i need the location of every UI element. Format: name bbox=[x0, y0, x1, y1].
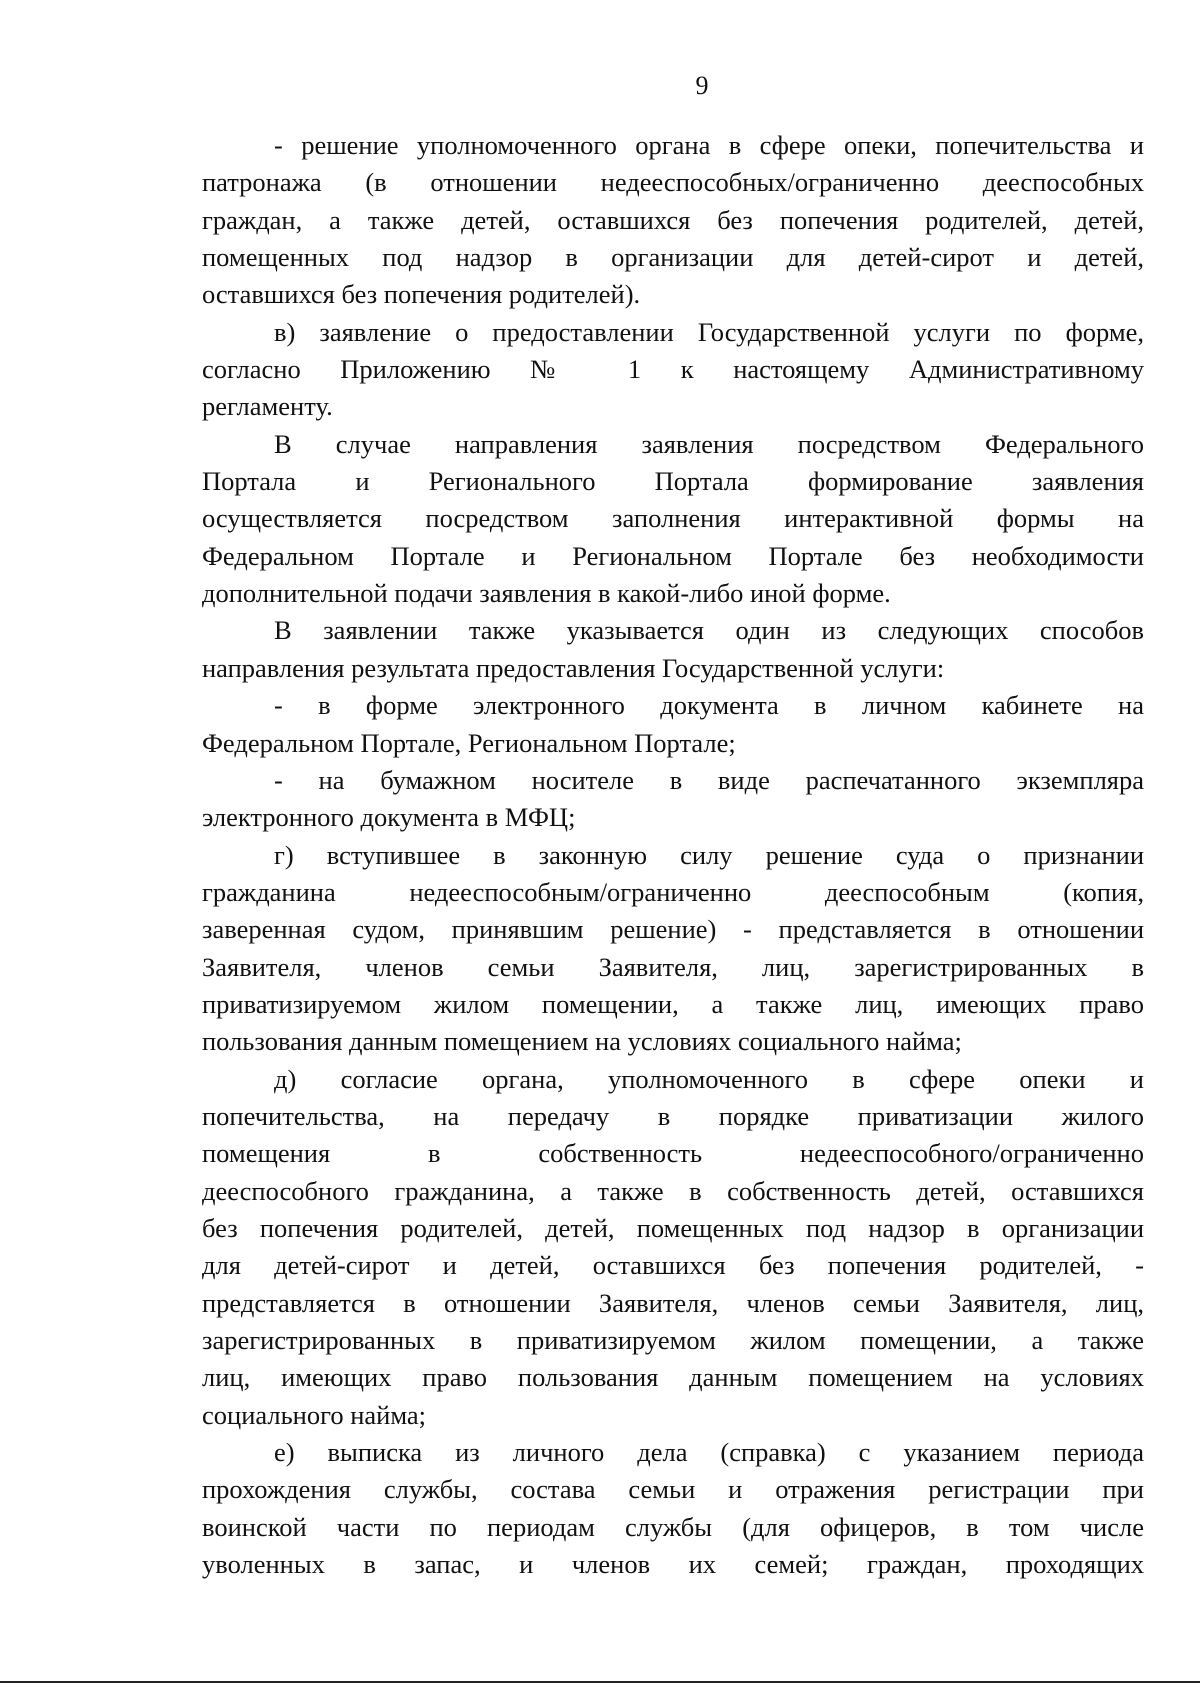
text-line: осуществляется посредством заполнения интерактивной формы на bbox=[202, 503, 1144, 534]
text-line: - на бумажном носителе в виде распечатанного экземпляра bbox=[274, 764, 1144, 795]
text-line: Заявителя, членов семьи Заявителя, лиц, зарегистрированных в bbox=[202, 951, 1144, 982]
text-line: представляется в отношении Заявителя, членов семьи Заявителя, лиц, bbox=[202, 1287, 1144, 1318]
paragraph bbox=[202, 1061, 1144, 1434]
text-line: электронного документа в МФЦ; bbox=[202, 802, 576, 833]
text-line: воинской части по периодам службы (для офицеров, в том числе bbox=[202, 1511, 1144, 1542]
paragraph bbox=[202, 426, 1144, 613]
text-line: попечительства, на передачу в порядке приватизации жилого bbox=[202, 1100, 1144, 1131]
text-line: для детей-сирот и детей, оставшихся без попечения родителей, - bbox=[202, 1250, 1144, 1281]
text-line: заверенная судом, принявшим решение) - представляется в отношении bbox=[202, 914, 1144, 945]
paragraph bbox=[202, 687, 1144, 762]
text-line: Федеральном Портале и Региональном Портале без необходимости bbox=[202, 540, 1144, 571]
page-number: 9 bbox=[695, 71, 709, 100]
text-line: гражданина недееспособным/ограниченно дееспособным (копия, bbox=[202, 876, 1144, 907]
text-line: пользования данным помещением на условиях социального найма; bbox=[202, 1026, 962, 1057]
text-line: оставшихся без попечения родителей). bbox=[202, 279, 641, 310]
text-line: Федеральном Портале, Региональном Портале; bbox=[202, 727, 736, 758]
paragraph bbox=[202, 1434, 1144, 1583]
text-line: д) согласие органа, уполномоченного в сфере опеки и bbox=[274, 1063, 1144, 1094]
text-line: дополнительной подачи заявления в какой-либо иной форме. bbox=[202, 578, 891, 609]
text-line: помещения в собственность недееспособного/ограниченно bbox=[202, 1138, 1144, 1169]
text-line: помещенных под надзор в организации для детей-сирот и детей, bbox=[202, 242, 1144, 273]
text-line: граждан, а также детей, оставшихся без попечения родителей, детей, bbox=[202, 204, 1144, 235]
text-line: лиц, имеющих право пользования данным помещением на условиях bbox=[202, 1362, 1144, 1393]
text-line: прохождения службы, состава семьи и отражения регистрации при bbox=[202, 1474, 1144, 1505]
text-line: - в форме электронного документа в личном кабинете на bbox=[274, 690, 1144, 721]
paragraph bbox=[202, 314, 1144, 426]
text-line: е) выписка из личного дела (справка) с указанием периода bbox=[274, 1437, 1144, 1468]
page-bottom-edge bbox=[0, 1681, 1200, 1683]
text-line: уволенных в запас, и членов их семей; граждан, проходящих bbox=[202, 1549, 1144, 1580]
text-line: направления результата предоставления Государственной услуги: bbox=[202, 652, 945, 683]
text-line: социального найма; bbox=[202, 1399, 427, 1430]
text-line: регламенту. bbox=[202, 391, 333, 422]
text-line: дееспособного гражданина, а также в собственность детей, оставшихся bbox=[202, 1175, 1144, 1206]
text-line: патронажа (в отношении недееспособных/ограниченно дееспособных bbox=[202, 167, 1144, 198]
paragraph bbox=[202, 612, 1144, 687]
text-line: г) вступившее в законную силу решение суда о признании bbox=[274, 839, 1144, 870]
text-line: - решение уполномоченного органа в сфере опеки, попечительства и bbox=[274, 130, 1144, 160]
paragraph bbox=[202, 127, 1144, 314]
paragraph bbox=[202, 762, 1144, 837]
document-body bbox=[202, 127, 1144, 1583]
text-line: зарегистрированных в приватизируемом жилом помещении, а также bbox=[202, 1325, 1144, 1355]
paragraph bbox=[202, 837, 1144, 1061]
text-line: в) заявление о предоставлении Государственной услуги по форме, bbox=[274, 316, 1144, 347]
text-line: В случае направления заявления посредством Федерального bbox=[274, 428, 1144, 459]
text-line: Портала и Регионального Портала формирование заявления bbox=[202, 466, 1144, 497]
text-line: В заявлении также указывается один из следующих способов bbox=[274, 615, 1144, 646]
text-line: согласно Приложению № 1 к настоящему Административному bbox=[202, 354, 1144, 385]
text-line: приватизируемом жилом помещении, а также лиц, имеющих право bbox=[202, 988, 1144, 1019]
text-line: без попечения родителей, детей, помещенных под надзор в организации bbox=[202, 1212, 1144, 1243]
